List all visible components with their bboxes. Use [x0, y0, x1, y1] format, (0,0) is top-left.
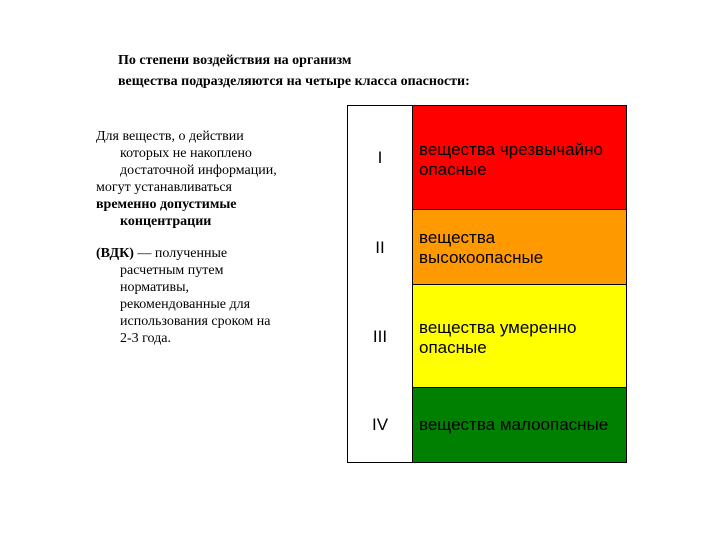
vdk-note — [96, 128, 336, 347]
page-title — [118, 50, 598, 92]
vdk-abbreviation: (ВДК) — [96, 246, 134, 261]
row-separator — [412, 284, 626, 285]
class-numeral: II — [348, 210, 412, 285]
title-line-2: вещества подразделяются на четыре класса опасности: — [118, 74, 470, 89]
note-line — [96, 245, 336, 262]
class-description: вещества высокоопасные — [419, 228, 544, 267]
hazard-class-row — [348, 210, 626, 285]
class-numeral: I — [348, 106, 412, 210]
row-separator — [412, 209, 626, 210]
hazard-class-row — [348, 106, 626, 210]
note-line: рекомендованные для — [120, 297, 251, 312]
hazard-class-row — [348, 388, 626, 462]
class-description: вещества умеренно опасные — [419, 318, 577, 357]
class-description-cell — [413, 210, 626, 285]
hazard-class-row — [348, 285, 626, 388]
note-line-rest: — полученные — [133, 246, 228, 261]
note-line: 2-3 года. — [120, 331, 171, 346]
note-spacer — [96, 230, 336, 245]
note-line: использования сроком на — [120, 314, 271, 329]
note-line: Для веществ, о действии — [96, 129, 244, 144]
class-description-cell — [413, 106, 626, 210]
class-numeral: III — [348, 285, 412, 388]
class-description-cell — [413, 388, 626, 462]
note-line: нормативы, — [120, 280, 190, 295]
note-line: могут устанавливаться — [96, 180, 232, 195]
class-description: вещества малоопасные — [419, 415, 609, 434]
note-line: которых не накоплено — [120, 146, 252, 161]
title-line-1: По степени воздействия на организм — [118, 53, 352, 68]
hazard-class-table — [347, 105, 627, 463]
note-line: расчетным путем — [120, 263, 224, 278]
row-separator — [412, 387, 626, 388]
note-line: временно допустимые — [96, 197, 237, 212]
class-numeral: IV — [348, 388, 412, 462]
note-line: достаточной информации, — [120, 163, 277, 178]
note-line: концентрации — [120, 214, 212, 229]
class-description-cell — [413, 285, 626, 388]
class-description: вещества чрезвычайно опасные — [419, 140, 603, 179]
